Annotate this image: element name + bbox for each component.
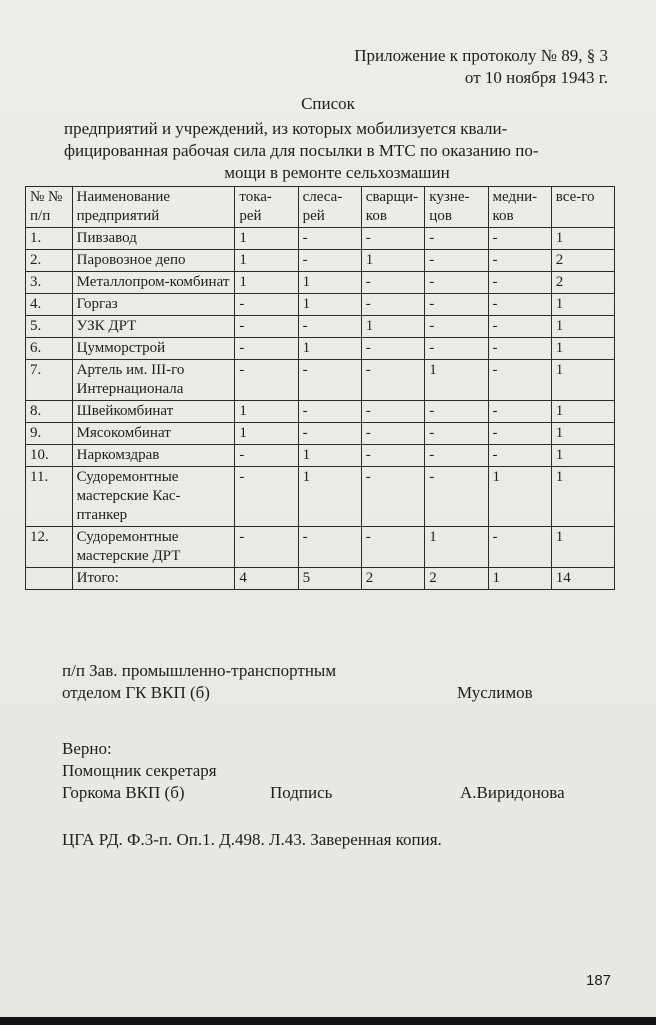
row-num	[26, 568, 73, 590]
row-smiths: -	[425, 272, 488, 294]
sig2-signature: Подпись	[270, 783, 333, 802]
row-total: 1	[551, 527, 614, 568]
row-fitters: 1	[298, 272, 361, 294]
row-num: 6.	[26, 338, 73, 360]
appendix-line-1: Приложение к протоколу № 89, § 3	[354, 46, 608, 65]
row-coppersmiths: -	[488, 272, 551, 294]
header-coppersmiths: медни-ков	[488, 187, 551, 228]
row-smiths: -	[425, 401, 488, 423]
row-smiths: -	[425, 445, 488, 467]
row-welders: -	[361, 338, 425, 360]
row-turners: 4	[235, 568, 298, 590]
row-turners: -	[235, 294, 298, 316]
row-smiths: 1	[425, 527, 488, 568]
row-name: Паровозное депо	[72, 250, 235, 272]
row-smiths: -	[425, 228, 488, 250]
row-welders: 1	[361, 250, 425, 272]
row-coppersmiths: -	[488, 294, 551, 316]
row-total: 1	[551, 228, 614, 250]
row-name: Судоремонтные мастерские ДРТ	[72, 527, 235, 568]
row-fitters: 1	[298, 294, 361, 316]
row-total: 1	[551, 401, 614, 423]
signature-block-1	[62, 660, 533, 704]
row-smiths: 1	[425, 360, 488, 401]
row-name: Судоремонтные мастерские Кас-птанкер	[72, 467, 235, 527]
row-welders: 1	[361, 316, 425, 338]
header-num: № № п/п	[26, 187, 73, 228]
row-coppersmiths: 1	[488, 568, 551, 590]
row-total: 14	[551, 568, 614, 590]
row-name: Металлопром-комбинат	[72, 272, 235, 294]
row-fitters: 1	[298, 467, 361, 527]
table-header-row	[26, 187, 615, 228]
row-num: 5.	[26, 316, 73, 338]
row-turners: 1	[235, 401, 298, 423]
row-turners: -	[235, 360, 298, 401]
row-num: 4.	[26, 294, 73, 316]
table-row	[26, 272, 615, 294]
row-coppersmiths: -	[488, 228, 551, 250]
row-coppersmiths: -	[488, 445, 551, 467]
row-name: Мясокомбинат	[72, 423, 235, 445]
row-fitters: -	[298, 360, 361, 401]
header-total: все-го	[551, 187, 614, 228]
row-num: 12.	[26, 527, 73, 568]
row-smiths: -	[425, 316, 488, 338]
table-row	[26, 360, 615, 401]
appendix-header	[354, 45, 608, 89]
row-total: 2	[551, 250, 614, 272]
table-row	[26, 527, 615, 568]
header-name: Наименование предприятий	[72, 187, 235, 228]
row-name: Горгаз	[72, 294, 235, 316]
row-fitters: -	[298, 423, 361, 445]
row-smiths: -	[425, 338, 488, 360]
row-welders: -	[361, 467, 425, 527]
row-name: Артель им. III-го Интернационала	[72, 360, 235, 401]
bottom-edge	[0, 1017, 656, 1025]
row-turners: 1	[235, 423, 298, 445]
table-row	[26, 228, 615, 250]
row-num: 10.	[26, 445, 73, 467]
table-row	[26, 338, 615, 360]
sig1-position-line-2: отделом ГК ВКП (б)	[62, 683, 210, 702]
row-coppersmiths: -	[488, 316, 551, 338]
header-turners: тока-рей	[235, 187, 298, 228]
row-turners: 1	[235, 250, 298, 272]
row-welders: 2	[361, 568, 425, 590]
row-name: Пивзавод	[72, 228, 235, 250]
row-total: 2	[551, 272, 614, 294]
row-fitters: -	[298, 527, 361, 568]
table-row	[26, 250, 615, 272]
subtitle-line-2: фицированная рабочая сила для посылки в МТС по оказанию по-	[64, 141, 539, 160]
row-turners: 1	[235, 228, 298, 250]
archive-reference: ЦГА РД. Ф.3-п. Оп.1. Д.498. Л.43. Заверенная копия.	[62, 830, 442, 849]
document-subtitle	[64, 118, 610, 184]
row-fitters: -	[298, 250, 361, 272]
sig1-name: Муслимов	[457, 683, 533, 702]
row-welders: -	[361, 401, 425, 423]
row-name: УЗК ДРТ	[72, 316, 235, 338]
row-num: 8.	[26, 401, 73, 423]
row-num: 7.	[26, 360, 73, 401]
header-welders: сварщи-ков	[361, 187, 425, 228]
row-total: 1	[551, 294, 614, 316]
row-name: Итого:	[72, 568, 235, 590]
row-welders: -	[361, 445, 425, 467]
row-turners: -	[235, 338, 298, 360]
sig2-name: А.Виридонова	[460, 783, 565, 802]
table-row	[26, 423, 615, 445]
row-welders: -	[361, 272, 425, 294]
appendix-line-2: от 10 ноября 1943 г.	[464, 68, 608, 87]
row-total: 1	[551, 338, 614, 360]
table-row	[26, 445, 615, 467]
table-row	[26, 316, 615, 338]
row-coppersmiths: -	[488, 401, 551, 423]
row-fitters: -	[298, 316, 361, 338]
sig2-position-line-2: Горкома ВКП (б)	[62, 783, 185, 802]
row-total: 1	[551, 423, 614, 445]
row-smiths: -	[425, 250, 488, 272]
row-turners: -	[235, 316, 298, 338]
table-row	[26, 294, 615, 316]
table-row	[26, 401, 615, 423]
page-number: 187	[586, 972, 612, 989]
header-fitters: слеса-рей	[298, 187, 361, 228]
signature-block-2	[62, 738, 565, 804]
row-smiths: 2	[425, 568, 488, 590]
row-fitters: -	[298, 228, 361, 250]
row-num: 2.	[26, 250, 73, 272]
row-fitters: 5	[298, 568, 361, 590]
verno-label: Верно:	[62, 739, 112, 758]
row-total: 1	[551, 467, 614, 527]
subtitle-line-3: мощи в ремонте сельхозмашин	[224, 163, 450, 182]
row-welders: -	[361, 228, 425, 250]
row-coppersmiths: -	[488, 250, 551, 272]
row-name: Швейкомбинат	[72, 401, 235, 423]
subtitle-line-1: предприятий и учреждений, из которых мобилизуется квали-	[64, 119, 508, 138]
row-num: 3.	[26, 272, 73, 294]
row-smiths: -	[425, 423, 488, 445]
row-turners: -	[235, 467, 298, 527]
row-num: 11.	[26, 467, 73, 527]
row-fitters: -	[298, 401, 361, 423]
row-name: Наркомздрав	[72, 445, 235, 467]
row-coppersmiths: -	[488, 360, 551, 401]
row-welders: -	[361, 360, 425, 401]
row-coppersmiths: -	[488, 338, 551, 360]
row-coppersmiths: -	[488, 423, 551, 445]
row-smiths: -	[425, 467, 488, 527]
row-total: 1	[551, 360, 614, 401]
row-smiths: -	[425, 294, 488, 316]
enterprise-table	[25, 186, 615, 590]
sig1-position-line-1: п/п Зав. промышленно-транспортным	[62, 661, 337, 680]
row-total: 1	[551, 445, 614, 467]
header-smiths: кузне-цов	[425, 187, 488, 228]
row-turners: -	[235, 445, 298, 467]
document-title: Список	[301, 94, 355, 113]
row-coppersmiths: -	[488, 527, 551, 568]
row-coppersmiths: 1	[488, 467, 551, 527]
row-turners: -	[235, 527, 298, 568]
row-welders: -	[361, 423, 425, 445]
table-row	[26, 467, 615, 527]
row-total: 1	[551, 316, 614, 338]
sig2-position-line-1: Помощник секретаря	[62, 761, 217, 780]
row-fitters: 1	[298, 445, 361, 467]
row-num: 1.	[26, 228, 73, 250]
row-welders: -	[361, 294, 425, 316]
row-turners: 1	[235, 272, 298, 294]
row-num: 9.	[26, 423, 73, 445]
table-row	[26, 568, 615, 590]
row-welders: -	[361, 527, 425, 568]
row-fitters: 1	[298, 338, 361, 360]
row-name: Цумморстрой	[72, 338, 235, 360]
